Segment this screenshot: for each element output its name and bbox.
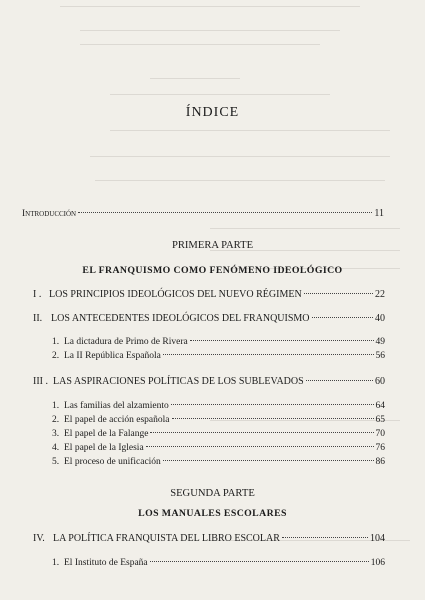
section-number: 2.	[52, 415, 60, 425]
toc-section[interactable]	[52, 337, 385, 347]
section-page: 56	[375, 351, 385, 361]
part-title: LOS MANUALES ESCOLARES	[138, 508, 287, 519]
toc-section[interactable]	[52, 429, 385, 439]
dot-leader	[171, 404, 374, 405]
chapter-number: IV.	[33, 533, 45, 544]
chapter-page: 40	[375, 313, 385, 324]
toc-section[interactable]	[52, 558, 385, 568]
dot-leader	[282, 537, 368, 538]
section-title: La II República Española	[64, 351, 161, 361]
dot-leader	[304, 293, 373, 294]
dot-leader	[306, 380, 373, 381]
section-title: El proceso de unificación	[64, 457, 161, 467]
chapter-title: LAS ASPIRACIONES POLÍTICAS DE LOS SUBLEVADOS	[53, 376, 304, 387]
toc-section[interactable]	[52, 401, 385, 411]
dot-leader	[163, 460, 374, 461]
toc-entry-introduccion[interactable]	[22, 208, 384, 219]
section-title: La dictadura de Primo de Rivera	[64, 337, 188, 347]
dot-leader	[78, 212, 372, 213]
dot-leader	[150, 432, 373, 433]
part-title: EL FRANQUISMO COMO FENÓMENO IDEOLÓGICO	[82, 265, 343, 276]
section-number: 2.	[52, 351, 60, 361]
section-number: 4.	[52, 443, 60, 453]
toc-entry-label: Introducción	[22, 209, 77, 219]
section-title: Las familias del alzamiento	[64, 401, 169, 411]
section-number: 5.	[52, 457, 60, 467]
toc-section[interactable]	[52, 443, 385, 453]
chapter-title: LOS ANTECEDENTES IDEOLÓGICOS DEL FRANQUISMO	[51, 313, 310, 324]
section-title: El papel de la Falange	[64, 429, 149, 439]
dot-leader	[312, 317, 373, 318]
chapter-page: 22	[375, 289, 385, 300]
chapter-page: 60	[375, 376, 385, 387]
toc-entry-page: 11	[374, 208, 384, 219]
chapter-page: 104	[370, 533, 385, 544]
section-title: El papel de acción española	[64, 415, 170, 425]
chapter-title: LA POLÍTICA FRANQUISTA DEL LIBRO ESCOLAR	[53, 533, 280, 544]
section-page: 49	[375, 337, 385, 347]
part-label: PRIMERA PARTE	[171, 240, 254, 251]
toc-chapter[interactable]	[33, 376, 385, 387]
chapter-title: LOS PRINCIPIOS IDEOLÓGICOS DEL NUEVO RÉGIMEN	[49, 289, 302, 300]
section-title: El papel de la Iglesia	[64, 443, 144, 453]
section-number: 1.	[52, 558, 60, 568]
chapter-number: I .	[33, 289, 42, 300]
toc-chapter[interactable]	[33, 533, 385, 544]
toc-section[interactable]	[52, 351, 385, 361]
section-page: 106	[370, 558, 385, 568]
dot-leader	[190, 340, 374, 341]
chapter-number: II.	[33, 313, 43, 324]
section-page: 70	[375, 429, 385, 439]
section-page: 86	[375, 457, 385, 467]
section-number: 1.	[52, 337, 60, 347]
dot-leader	[163, 354, 374, 355]
dot-leader	[150, 561, 369, 562]
dot-leader	[146, 446, 374, 447]
section-title: El Instituto de España	[64, 558, 148, 568]
dot-leader	[172, 418, 374, 419]
section-page: 76	[375, 443, 385, 453]
toc-section[interactable]	[52, 457, 385, 467]
page-title: ÍNDICE	[185, 105, 240, 120]
section-page: 64	[375, 401, 385, 411]
section-number: 3.	[52, 429, 60, 439]
chapter-number: III .	[33, 376, 48, 387]
toc-section[interactable]	[52, 415, 385, 425]
part-label: SEGUNDA PARTE	[170, 488, 255, 499]
toc-chapter[interactable]	[33, 289, 385, 300]
section-page: 65	[375, 415, 385, 425]
toc-chapter[interactable]	[33, 313, 385, 324]
section-number: 1.	[52, 401, 60, 411]
